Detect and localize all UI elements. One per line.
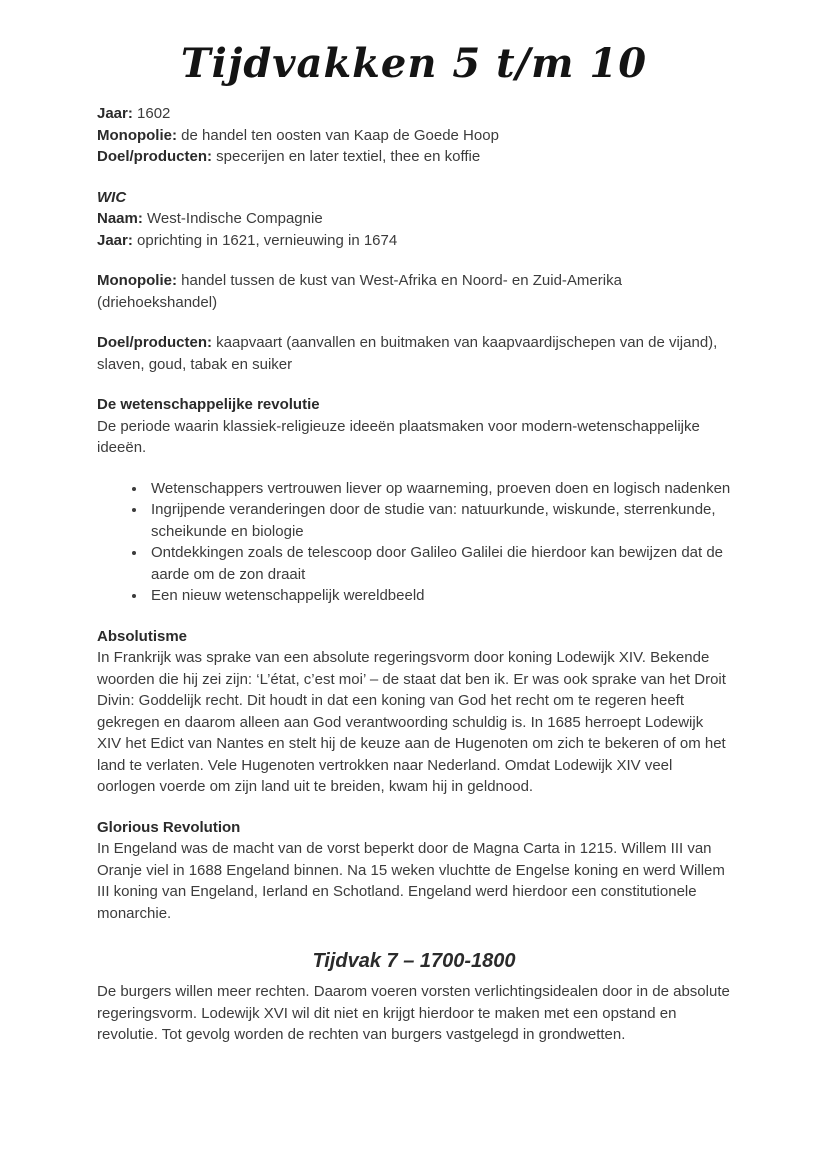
wic-naam-line — [97, 208, 731, 230]
wic-heading: WIC — [97, 188, 127, 206]
voc-monopolie-line — [97, 125, 731, 147]
wic-monopolie-label: Monopolie: — [97, 272, 177, 289]
wetenschap-heading: De wetenschappelijke revolutie — [97, 396, 320, 413]
section-glorious-revolution — [97, 817, 731, 925]
wic-monopolie-line — [97, 270, 731, 313]
section-tijdvak-7 — [97, 950, 731, 1046]
section-wic — [97, 187, 731, 252]
bullet-item: • Wetenschappers vertrouwen liever op waarneming, proeven doen en logisch nadenken — [147, 478, 731, 500]
absolutisme-heading: Absolutisme — [97, 627, 188, 645]
voc-doel-line — [97, 146, 731, 168]
wic-doel-line — [97, 332, 731, 375]
tijdvak7-body: De burgers willen meer rechten. Daarom voeren vorsten verlichtingsidealen door in de absolute regeringsvorm. Lodewijk XVI wil dit niet en krijgt hierdoor te maken met een opstand en revolutie. Tot gevolg worden de rechten van burgers vastgelegd in grondwetten. — [97, 983, 730, 1043]
wic-naam-label: Naam: — [97, 210, 143, 227]
glorious-heading: Glorious Revolution — [97, 818, 241, 836]
wic-jaar-line — [97, 230, 731, 252]
section-wic-monopolie — [97, 270, 731, 313]
section-absolutisme — [97, 626, 731, 798]
wetenschap-bullet-list — [97, 478, 731, 607]
wic-monopolie-value: handel tussen de kust van West-Afrika en Noord- en Zuid-Amerika (driehoekshandel) — [97, 272, 622, 311]
tijdvak7-heading: Tijdvak 7 – 1700-1800 — [312, 950, 516, 972]
wic-naam-value: West-Indische Compagnie — [142, 210, 323, 227]
voc-monopolie-label: Monopolie: — [97, 126, 177, 144]
section-voc-details — [97, 103, 731, 168]
voc-jaar-value: 1602 — [132, 105, 171, 122]
wic-doel-label: Doel/producten: — [97, 334, 212, 351]
section-wetenschappelijke-revolutie — [97, 394, 731, 459]
voc-jaar-line — [97, 103, 731, 125]
absolutisme-body: In Frankrijk was sprake van een absolute regeringsvorm door koning Lodewijk XIV. Bekende woorden die hij zei zijn: ‘L’état, c’est moi’ – de staat dat ben ik. Er was ook sprake van het Droit Divin: Goddelijk recht. Dit houdt in dat een koning van God het recht om te regeren heeft gekregen en daarom alleen aan God verantwoording schuldig is. In 1685 herroept Lodewijk XIV het Edict van Nantes en stelt hij de keuze aan de Hugenoten om zich te bekeren of om het land te verlaten. Vele Hugenoten vertrokken naar Nederland. Omdat Lodewijk XIV veel oorlogen voerde om zijn land uit te breiden, kwam hij in geldnood. — [97, 649, 726, 795]
wic-jaar-value: oprichting in 1621, vernieuwing in 1674 — [132, 231, 398, 249]
wic-jaar-label: Jaar: — [97, 231, 133, 249]
voc-doel-value: specerijen en later textiel, thee en koffie — [212, 148, 481, 165]
bullet-item: • Ingrijpende veranderingen door de studie van: natuurkunde, wiskunde, sterrenkunde, scheikunde en biologie — [147, 499, 731, 542]
glorious-body: In Engeland was de macht van de vorst beperkt door de Magna Carta in 1215. Willem III van Oranje viel in 1688 Engeland binnen. Na 15 weken vluchtte de Engelse koning en werd Willem III koning van Engeland, Ierland en Schotland. Engeland werd hierdoor een constitutionele monarchie. — [97, 840, 725, 922]
voc-monopolie-value: de handel ten oosten van Kaap de Goede Hoop — [176, 126, 499, 144]
voc-jaar-label: Jaar: — [97, 105, 133, 122]
bullet-item: • Ontdekkingen zoals de telescoop door Galileo Galilei die hierdoor kan bewijzen dat de aarde om de zon draait — [147, 542, 731, 585]
wic-doel-value: kaapvaart (aanvallen en buitmaken van kaapvaardijschepen van de vijand), slaven, goud, tabak en suiker — [97, 334, 718, 373]
section-wic-doel — [97, 332, 731, 375]
voc-doel-label: Doel/producten: — [97, 148, 212, 165]
bullet-item: • Een nieuw wetenschappelijk wereldbeeld — [147, 585, 731, 607]
document-title: Tijdvakken 5 t/m 10 — [180, 40, 648, 87]
wetenschap-intro: De periode waarin klassiek-religieuze ideeën plaatsmaken voor modern-wetenschappelijke ideeën. — [97, 417, 700, 456]
